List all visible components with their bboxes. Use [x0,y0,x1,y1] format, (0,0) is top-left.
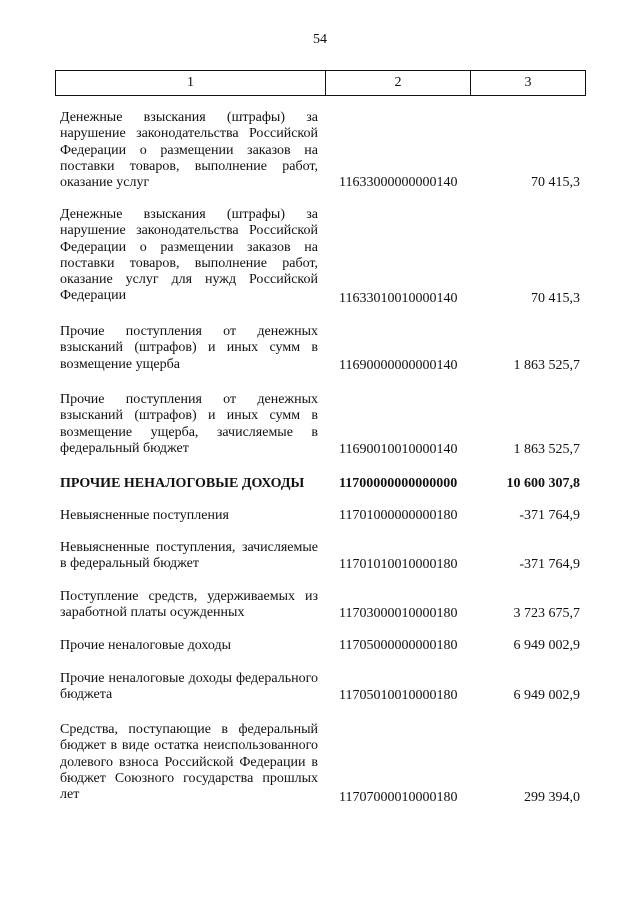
column-header-1: 1 [56,71,326,96]
row-code: 11705000000000180 [339,638,458,653]
row-amount: 6 949 002,9 [513,638,580,653]
row-amount: 6 949 002,9 [513,688,580,703]
row-name: Денежные взыскания (штрафы) за нарушение законодательства Российской Федерации о размещении заказов на поставки товаров, выполнение работ, оказание услуг [60,110,318,191]
row-amount: 3 723 675,7 [513,606,580,621]
column-header-3: 3 [471,71,586,96]
row-name: Прочие поступления от денежных взысканий (штрафов) и иных сумм в возмещение ущерба [60,324,318,372]
row-amount: 299 394,0 [524,790,580,805]
row-name: Невыясненные поступления, зачисляемые в федеральный бюджет [60,540,318,572]
row-amount: 1 863 525,7 [513,358,580,373]
row-code: 11633000000000140 [339,175,458,190]
row-name: Денежные взыскания (штрафы) за нарушение законодательства Российской Федерации о размещении заказов на поставки товаров, выполнение работ, оказание услуг для нужд Российской Федерации [60,207,318,304]
row-code: 11701010010000180 [339,557,458,572]
row-amount: 10 600 307,8 [506,476,580,491]
row-code: 11703000010000180 [339,606,458,621]
row-amount: 70 415,3 [531,291,580,306]
page-number: 54 [313,32,327,47]
row-name: Средства, поступающие в федеральный бюджет в виде остатка неиспользованного долевого взноса Российской Федерации в бюджет Союзного государства прошлых лет [60,722,318,803]
table-header [55,70,586,96]
row-amount: 70 415,3 [531,175,580,190]
row-code: 11690010010000140 [339,442,458,457]
row-code: 11633010010000140 [339,291,458,306]
row-code: 11705010010000180 [339,688,458,703]
row-amount: 1 863 525,7 [513,442,580,457]
row-code: 11707000010000180 [339,790,458,805]
column-header-2: 2 [326,71,471,96]
row-code: 11700000000000000 [339,476,458,491]
row-amount: -371 764,9 [519,508,580,523]
row-amount: -371 764,9 [519,557,580,572]
row-name: ПРОЧИЕ НЕНАЛОГОВЫЕ ДОХОДЫ [60,476,305,491]
row-name: Прочие неналоговые доходы [60,638,232,653]
row-name: Невыясненные поступления [60,508,229,523]
row-name: Поступление средств, удерживаемых из заработной платы осужденных [60,589,318,621]
row-name: Прочие поступления от денежных взысканий (штрафов) и иных сумм в возмещение ущерба, зачисляемые в федеральный бюджет [60,392,318,456]
row-code: 11701000000000180 [339,508,458,523]
row-name: Прочие неналоговые доходы федерального бюджета [60,671,318,703]
row-code: 11690000000000140 [339,358,458,373]
